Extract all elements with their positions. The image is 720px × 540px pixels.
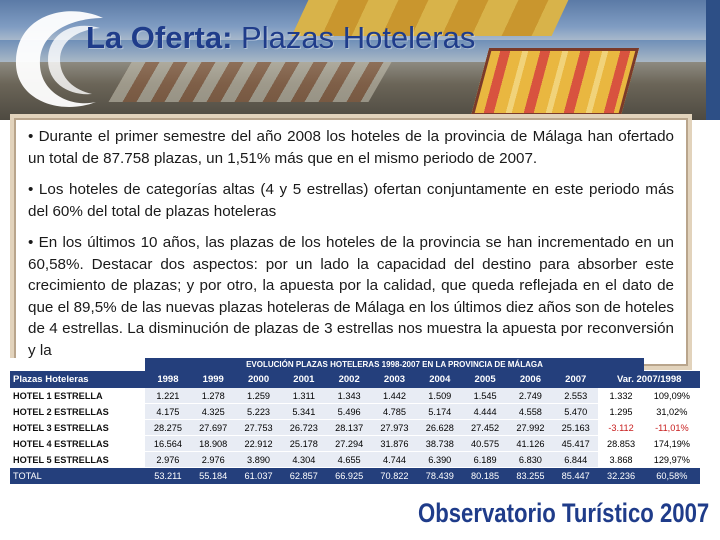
table-cell: 5.470 — [553, 404, 598, 420]
total-cell: 60,58% — [644, 468, 700, 485]
row-label: HOTEL 5 ESTRELLAS — [10, 452, 145, 468]
col-header: 2007 — [553, 371, 598, 388]
table-row — [10, 436, 700, 452]
table-cell: 38.738 — [417, 436, 462, 452]
variation-cell: -3.112 — [598, 420, 643, 436]
paragraph-2: • Los hoteles de categorías altas (4 y 5 estrellas) ofertan conjuntamente en este periodo más del 60% del total de plazas hoteleras — [28, 181, 674, 220]
variation-cell: 174,19% — [644, 436, 700, 452]
col-header: 2003 — [372, 371, 417, 388]
table-cell: 1.278 — [191, 388, 236, 404]
col-header: 2004 — [417, 371, 462, 388]
table-caption-row — [10, 358, 700, 371]
table-cell: 4.175 — [145, 404, 190, 420]
table-cell: 2.553 — [553, 388, 598, 404]
table-total-row — [10, 468, 700, 485]
table-cell: 4.655 — [327, 452, 372, 468]
header-banner — [0, 0, 720, 120]
table-cell: 1.259 — [236, 388, 281, 404]
table-cell: 4.558 — [508, 404, 553, 420]
table-cell: 28.137 — [327, 420, 372, 436]
table-cell: 27.973 — [372, 420, 417, 436]
table-cell: 25.178 — [281, 436, 326, 452]
table-row — [10, 404, 700, 420]
col-header: 2000 — [236, 371, 281, 388]
total-cell: 83.255 — [508, 468, 553, 485]
table-cell: 25.163 — [553, 420, 598, 436]
table-cell: 4.444 — [462, 404, 507, 420]
total-cell: 85.447 — [553, 468, 598, 485]
total-cell: 66.925 — [327, 468, 372, 485]
hotel-places-table-container — [10, 358, 700, 484]
table-cell: 5.223 — [236, 404, 281, 420]
deck-chair-image — [471, 48, 639, 116]
table-cell: 1.545 — [462, 388, 507, 404]
table-cell: 5.341 — [281, 404, 326, 420]
variation-cell: 1.295 — [598, 404, 643, 420]
table-cell: 27.294 — [327, 436, 372, 452]
page-title — [86, 20, 475, 56]
table-cell: 2.749 — [508, 388, 553, 404]
row-label: HOTEL 4 ESTRELLAS — [10, 436, 145, 452]
table-cell: 31.876 — [372, 436, 417, 452]
title-rest: Plazas Hoteleras — [232, 20, 476, 55]
total-label: TOTAL — [10, 468, 145, 485]
table-cell: 1.509 — [417, 388, 462, 404]
total-cell: 55.184 — [191, 468, 236, 485]
table-header-row — [10, 371, 700, 388]
table-cell: 3.890 — [236, 452, 281, 468]
total-cell: 78.439 — [417, 468, 462, 485]
table-cell: 41.126 — [508, 436, 553, 452]
table-cell: 27.753 — [236, 420, 281, 436]
footer-brand: Observatorio Turístico 2007 — [418, 498, 710, 528]
col-header-variation: Var. 2007/1998 — [598, 371, 700, 388]
col-header: 2006 — [508, 371, 553, 388]
col-header: 2005 — [462, 371, 507, 388]
table-cell: 6.390 — [417, 452, 462, 468]
total-cell: 62.857 — [281, 468, 326, 485]
col-header: 2002 — [327, 371, 372, 388]
col-header: 2001 — [281, 371, 326, 388]
variation-cell: -11,01% — [644, 420, 700, 436]
table-cell: 4.304 — [281, 452, 326, 468]
row-label: HOTEL 2 ESTRELLAS — [10, 404, 145, 420]
towel-image — [108, 62, 391, 102]
table-cell: 26.628 — [417, 420, 462, 436]
table-cell: 27.452 — [462, 420, 507, 436]
total-cell: 53.211 — [145, 468, 190, 485]
table-cell: 2.976 — [191, 452, 236, 468]
variation-cell: 1.332 — [598, 388, 643, 404]
table-cell: 40.575 — [462, 436, 507, 452]
table-cell: 27.697 — [191, 420, 236, 436]
table-cell: 1.221 — [145, 388, 190, 404]
col-header: 1998 — [145, 371, 190, 388]
table-row — [10, 388, 700, 404]
table-cell: 6.830 — [508, 452, 553, 468]
right-edge-bar — [706, 0, 720, 120]
paragraph-3: • En los últimos 10 años, las plazas de los hoteles de la provincia se han incrementado en un 60,58%. Destacar dos aspectos: por un lado la capacidad del destino para absorber este crecimiento de plazas; y por otro, la apuesta por la calidad, que queda reflejada en el dato de que el 89,5% de las nuevas plazas hoteleras de Málaga en los últimos diez años son de hoteles de 4 estrellas. La disminución de plazas de 3 estrellas nos muestra la apuesta por reconversión y la — [28, 234, 674, 359]
total-cell: 32.236 — [598, 468, 643, 485]
table-cell: 1.311 — [281, 388, 326, 404]
table-cell: 4.325 — [191, 404, 236, 420]
table-cell: 6.189 — [462, 452, 507, 468]
summary-text-box — [14, 118, 688, 366]
total-cell: 80.185 — [462, 468, 507, 485]
table-row — [10, 420, 700, 436]
col-header: 1999 — [191, 371, 236, 388]
variation-cell: 28.853 — [598, 436, 643, 452]
row-label: HOTEL 1 ESTRELLA — [10, 388, 145, 404]
variation-cell: 3.868 — [598, 452, 643, 468]
row-label: HOTEL 3 ESTRELLAS — [10, 420, 145, 436]
hotel-places-table — [10, 358, 700, 484]
total-cell: 70.822 — [372, 468, 417, 485]
table-cell: 1.442 — [372, 388, 417, 404]
col-header: Plazas Hoteleras — [10, 371, 145, 388]
table-cell: 6.844 — [553, 452, 598, 468]
table-cell: 2.976 — [145, 452, 190, 468]
variation-cell: 31,02% — [644, 404, 700, 420]
total-cell: 61.037 — [236, 468, 281, 485]
table-cell: 27.992 — [508, 420, 553, 436]
table-cell: 45.417 — [553, 436, 598, 452]
table-caption: EVOLUCIÓN PLAZAS HOTELERAS 1998-2007 EN LA PROVINCIA DE MÁLAGA — [145, 358, 643, 371]
variation-cell: 109,09% — [644, 388, 700, 404]
title-bold: La Oferta: — [86, 20, 233, 55]
table-cell: 5.174 — [417, 404, 462, 420]
paragraph-1: • Durante el primer semestre del año 2008 los hoteles de la provincia de Málaga han ofertado un total de 87.758 plazas, un 1,51% más que en el mismo periodo de 2007. — [28, 128, 674, 167]
variation-cell: 129,97% — [644, 452, 700, 468]
table-cell: 28.275 — [145, 420, 190, 436]
table-cell: 18.908 — [191, 436, 236, 452]
table-cell: 5.496 — [327, 404, 372, 420]
table-cell: 4.744 — [372, 452, 417, 468]
table-cell: 16.564 — [145, 436, 190, 452]
table-cell: 4.785 — [372, 404, 417, 420]
table-cell: 22.912 — [236, 436, 281, 452]
table-cell: 1.343 — [327, 388, 372, 404]
table-cell: 26.723 — [281, 420, 326, 436]
table-row — [10, 452, 700, 468]
